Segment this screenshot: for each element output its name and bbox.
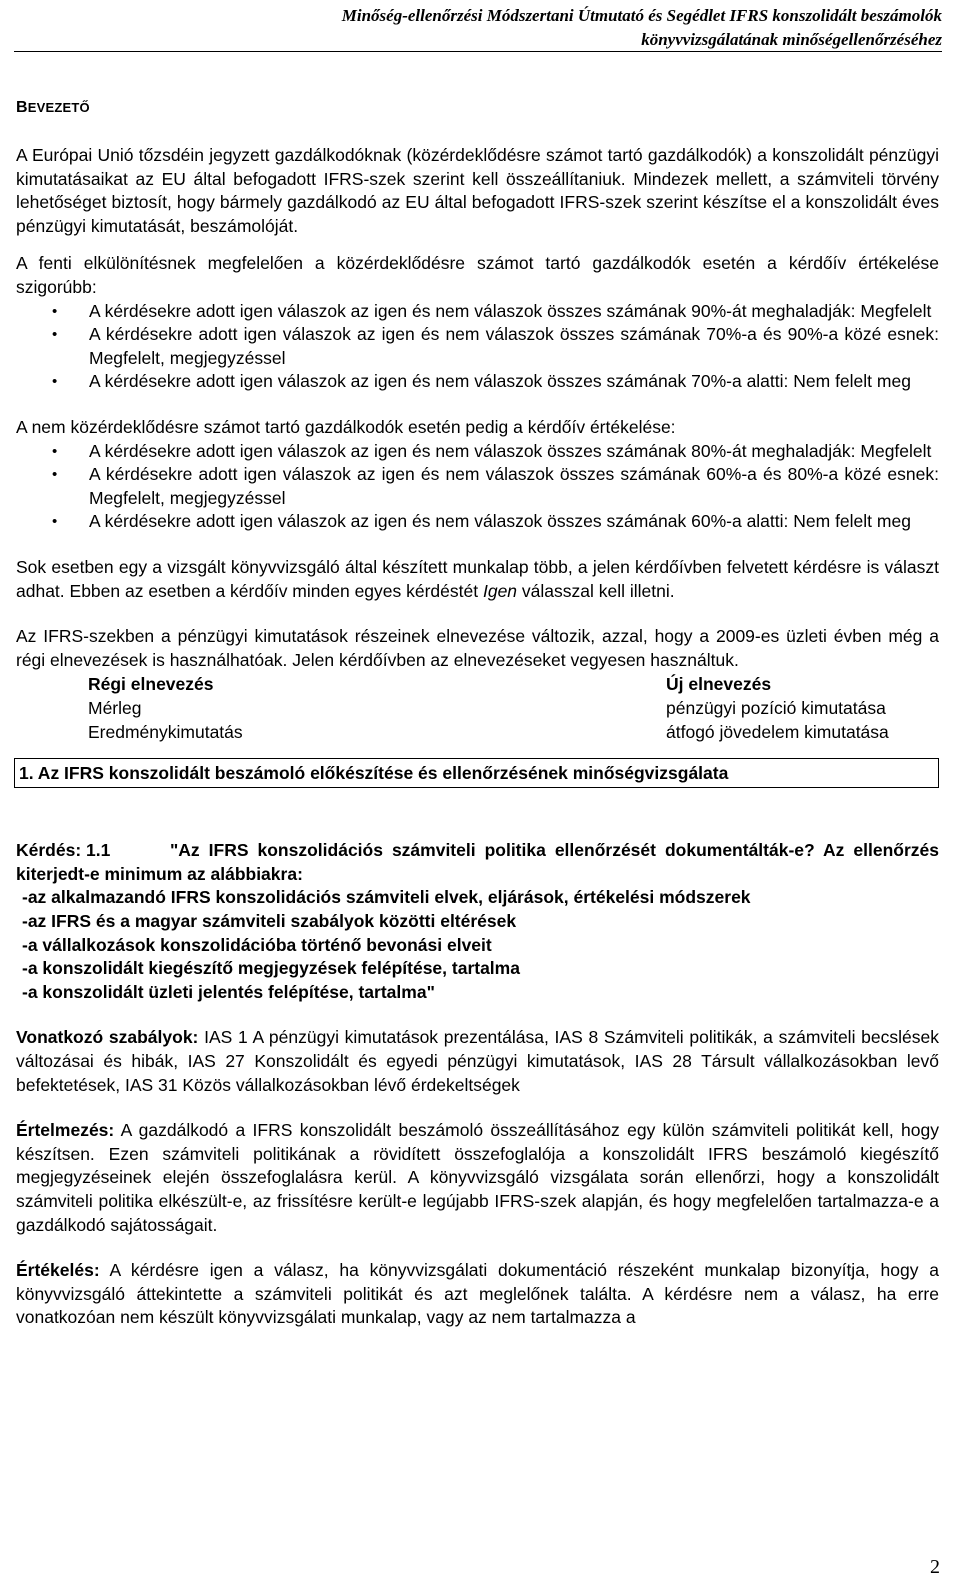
question-item: -a konszolidált üzleti jelentés felépítése, tartalma" xyxy=(22,981,435,1002)
page-number: 2 xyxy=(930,1556,940,1579)
question-item: -az IFRS és a magyar számviteli szabályok közötti eltérések xyxy=(22,911,517,932)
header-line-2: könyvvizsgálatának minőségellenőrzéséhez xyxy=(641,30,942,49)
interpretation-paragraph xyxy=(16,1119,939,1237)
question-item: -a konszolidált kiegészítő megjegyzések felépítése, tartalma xyxy=(22,958,520,979)
intro-paragraph-4 xyxy=(16,556,939,603)
p4-italic-igen: Igen xyxy=(482,580,518,601)
evaluation-text: A kérdésre igen a válasz, ha könyvvizsgálati dokumentáció részeként munkalap bizonyítja, hogy a könyvvizsgáló áttekintette a számviteli politikát és azt meglelőnek találta. A kérdésre nem a válasz, ha erre vonatkozóan nem készült könyvvizsgálati munkalap, vagy az nem tartalmazza a xyxy=(16,1260,939,1328)
evaluation-label: Értékelés: xyxy=(16,1260,100,1281)
rename-table xyxy=(88,672,939,744)
title-rest: EVEZETŐ xyxy=(27,100,90,115)
interpretation-label: Értelmezés: xyxy=(16,1120,115,1141)
intro-paragraph-1: A Európai Unió tőzsdéin jegyzett gazdálkodóknak (közérdeklődésre számot tartó gazdálkodók) a konszolidált pénzügyi kimutatásaikat az EU által befogadott IFRS-szek szerint kell összeállítaniuk. Mindezek mellett, a számviteli törvény lehetőséget biztosít, hogy bármely gazdálkodó az EU által befogadott IFRS-szek szerint készítse el a konszolidált éves pénzügyi kimutatását, beszámolóját. xyxy=(16,145,939,236)
header-divider xyxy=(14,51,942,52)
non-public-interest-criteria-list xyxy=(16,440,939,534)
header-line-1: Minőség-ellenőrzési Módszertani Útmutató és Segédlet IFRS konszolidált beszámolók xyxy=(341,6,942,25)
intro-paragraph-3: A nem közérdeklődésre számot tartó gazdálkodók esetén pedig a kérdőív értékelése: xyxy=(16,416,676,437)
old-name-cell: Mérleg xyxy=(88,698,142,719)
running-header xyxy=(0,4,942,52)
new-name-header: Új elnevezés xyxy=(666,674,772,695)
p4-text-b: válasszal kell illetni. xyxy=(517,580,675,601)
page-content xyxy=(16,96,939,1330)
list-item: • A kérdésekre adott igen válaszok az igen és nem válaszok összes számának 90%-át meghaladják: Megfelelt xyxy=(16,300,939,324)
section-heading: 1. Az IFRS konszolidált beszámoló előkészítése és ellenőrzésének minőségvizsgálata xyxy=(14,758,939,788)
new-name-cell: pénzügyi pozíció kimutatása xyxy=(666,698,886,719)
list-item: • A kérdésekre adott igen válaszok az igen és nem válaszok összes számának 60%-a és 80%-a közé esnek: Megfelelt, megjegyzéssel xyxy=(16,463,939,510)
title-initial: B xyxy=(16,99,28,116)
old-name-header: Régi elnevezés xyxy=(88,674,214,695)
p4-text-a: Sok esetben egy a vizsgált könyvvizsgáló által készített munkalap több, a jelen kérdőívben felvetett kérdésre is választ adhat. Ebben az esetben a kérdőív minden egyes kérdéstét xyxy=(16,556,939,601)
rules-paragraph xyxy=(16,1026,939,1097)
list-item: • A kérdésekre adott igen válaszok az igen és nem válaszok összes számának 70%-a alatti: Nem felelt meg xyxy=(16,370,939,394)
rules-label: Vonatkozó szabályok: xyxy=(16,1027,199,1048)
question-body: "Az IFRS konszolidációs számviteli politika ellenőrzését dokumentálták-e? Az ellenőrzés kiterjedt-e minimum az alábbiakra: xyxy=(16,840,939,884)
question-block xyxy=(16,839,939,1004)
public-interest-criteria-list xyxy=(16,300,939,394)
list-item: • A kérdésekre adott igen válaszok az igen és nem válaszok összes számának 80%-át meghaladják: Megfelelt xyxy=(16,440,939,464)
page-title xyxy=(16,96,939,120)
intro-paragraph-2: A fenti elkülönítésnek megfelelően a közérdeklődésre számot tartó gazdálkodók esetén a kérdőív értékelése szigorúbb: xyxy=(16,253,939,297)
question-item: -a vállalkozások konszolidációba történő bevonási elveit xyxy=(22,934,492,955)
interpretation-text: A gazdálkodó a IFRS konszolidált beszámoló összeállításához egy külön számviteli politikát kell, hogy készítsen. Ezen számviteli politikának a rövidített összefoglalója a konszolidált IFRS beszámoló kiegészítő megjegyzéseinek elején összefoglalásra kerül. A könyvvizsgáló vizsgálata során ellenőrzi, hogy a konszolidált számviteli politika elkészült-e, az frissítésre került-e legújabb IFRS-szek alapján, és hogy megfelelően tartalmazza-e a gazdálkodó sajátosságait. xyxy=(16,1120,939,1235)
old-name-cell: Eredménykimutatás xyxy=(88,722,243,743)
question-item: -az alkalmazandó IFRS konszolidációs számviteli elvek, eljárások, értékelési módszerek xyxy=(22,887,751,908)
intro-paragraph-5: Az IFRS-szekben a pénzügyi kimutatások részeinek elnevezése változik, azzal, hogy a 2009-es üzleti évben még a régi elnevezések is használhatóak. Jelen kérdőívben az elnevezéseket vegyesen használtuk. xyxy=(16,626,939,670)
question-label: Kérdés: 1.1 xyxy=(16,840,111,861)
question-text xyxy=(16,839,939,886)
list-item: • A kérdésekre adott igen válaszok az igen és nem válaszok összes számának 70%-a és 90%-a közé esnek: Megfelelt, megjegyzéssel xyxy=(16,323,939,370)
rules-text: IAS 1 A pénzügyi kimutatások prezentálása, IAS 8 Számviteli politikák, a számviteli becslések változásai és hibák, IAS 27 Konszolidált és egyedi pénzügyi kimutatások, IAS 28 Társult vállalkozásokban levő befektetések, IAS 31 Közös vállalkozásokban lévő érdekeltségek xyxy=(16,1027,939,1095)
evaluation-paragraph xyxy=(16,1259,939,1330)
new-name-cell: átfogó jövedelem kimutatása xyxy=(666,722,889,743)
list-item: • A kérdésekre adott igen válaszok az igen és nem válaszok összes számának 60%-a alatti: Nem felelt meg xyxy=(16,510,939,534)
